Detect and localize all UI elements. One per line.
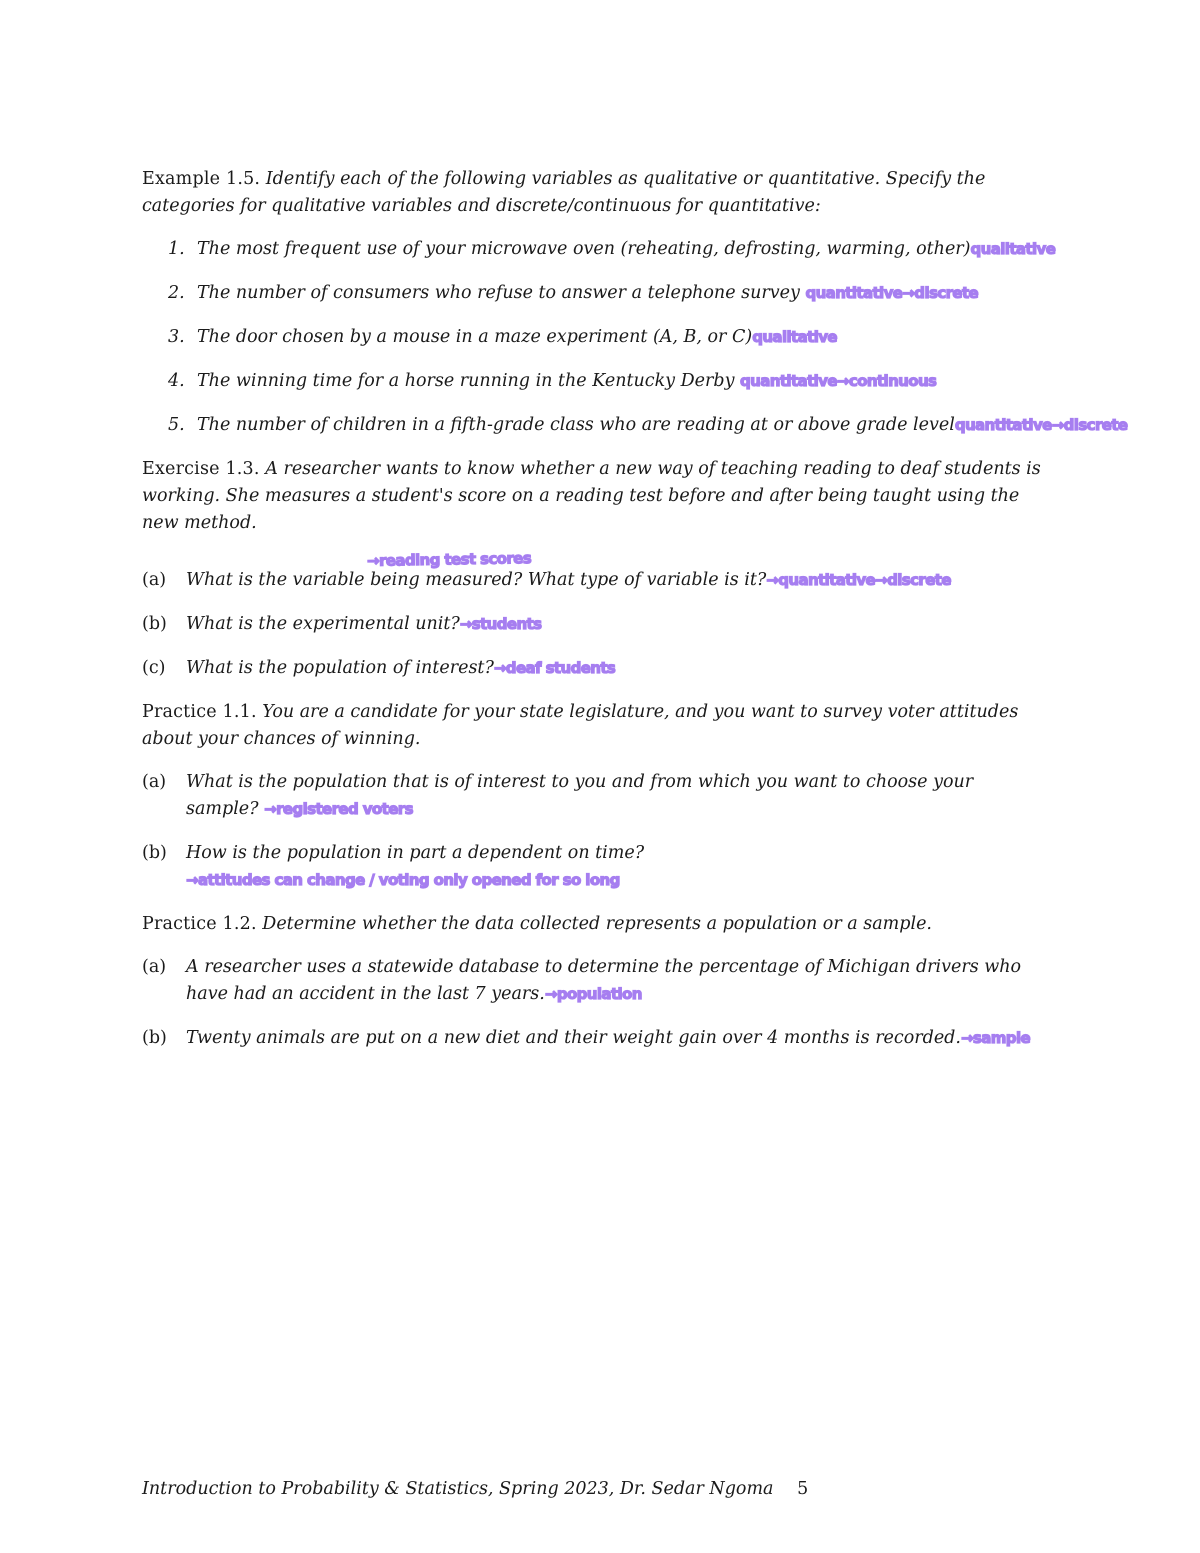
handwritten-note: qualitative [970, 240, 1056, 258]
list-item [142, 840, 1047, 894]
part-label: (b) [142, 1028, 167, 1048]
list-item [142, 611, 1047, 638]
handwritten-note: quantitative→discrete [954, 416, 1128, 434]
item-number: 5. [168, 415, 185, 435]
handwritten-note: →sample [960, 1029, 1031, 1047]
list-item [142, 412, 1128, 439]
item-text: The number of children in a fifth-grade class who are reading at or above grade level [197, 415, 955, 435]
practice-text: Determine whether the data collected represents a population or a sample. [262, 914, 932, 934]
list-item [142, 954, 1047, 1008]
exercise-text: A researcher wants to know whether a new way of teaching reading to deaf students is working. She measures a student's score on a reading test before and after being taught using the new method. [142, 459, 1041, 533]
handwritten-note: quantitative→discrete [805, 284, 979, 302]
footer-text: Introduction to Probability & Statistics, Spring 2023, Dr. Sedar Ngoma [142, 1479, 774, 1499]
part-text-wrap [186, 954, 1047, 1008]
part-text: Twenty animals are put on a new diet and their weight gain over 4 months is recorded. [186, 1028, 961, 1048]
part-text: What is the variable being measured? What type of variable is it? [186, 570, 767, 590]
exercise-parts [142, 567, 1047, 682]
item-number: 2. [168, 283, 185, 303]
item-text: The number of consumers who refuse to answer a telephone survey [197, 283, 800, 303]
practice2-parts [142, 954, 1047, 1052]
handwritten-note: →quantitative→discrete [766, 571, 951, 589]
page-footer [142, 1479, 808, 1499]
practice1-parts [142, 769, 1047, 894]
list-item [142, 280, 1047, 307]
practice-title: Practice 1.1. [142, 702, 257, 722]
practice-title: Practice 1.2. [142, 914, 257, 934]
practice-1-2-prompt [142, 911, 1047, 938]
page-number: 5 [797, 1479, 809, 1499]
item-number: 4. [168, 371, 185, 391]
exercise-1-3-prompt [142, 456, 1047, 537]
part-text: A researcher uses a statewide database to determine the percentage of Michigan drivers who have had an accident in the last 7 years. [186, 957, 1022, 1004]
part-label: (b) [142, 843, 167, 863]
part-label: (c) [142, 658, 166, 678]
part-text: What is the population that is of interest to you and from which you want to choose your sample? [186, 772, 974, 819]
handwritten-note: →reading test scores [366, 549, 532, 570]
list-item [142, 236, 1056, 263]
list-item [142, 1025, 1047, 1052]
handwritten-note: →population [544, 985, 642, 1003]
document-page [142, 166, 1128, 1069]
handwritten-note: →attitudes can change / voting only opened for so long [186, 871, 620, 889]
handwritten-note: →deaf students [493, 659, 616, 677]
list-item [142, 567, 1047, 594]
part-text: How is the population in part a dependent on time? [186, 843, 645, 863]
handwritten-note: →students [459, 615, 542, 633]
handwritten-note: qualitative [752, 328, 837, 346]
item-text: The winning time for a horse running in the Kentucky Derby [197, 371, 735, 391]
part-text-wrap [186, 769, 1047, 823]
example-text: Identify each of the following variables as qualitative or quantitative. Specify the categories for qualitative variables and discrete/continuous for quantitative: [142, 169, 986, 216]
part-label: (a) [142, 772, 167, 792]
practice-text: You are a candidate for your state legislature, and you want to survey voter attitudes about your chances of winning. [142, 702, 1019, 749]
item-text: The door chosen by a mouse in a maze experiment (A, B, or C) [197, 327, 753, 347]
handwritten-note: →registered voters [264, 800, 413, 818]
practice-1-1-prompt [142, 699, 1047, 753]
example-title: Example 1.5. [142, 169, 261, 189]
part-label: (a) [142, 570, 167, 590]
example-1-5-prompt [142, 166, 1047, 220]
part-text: What is the experimental unit? [186, 614, 460, 634]
item-number: 3. [168, 327, 185, 347]
exercise-title: Exercise 1.3. [142, 459, 260, 479]
list-item [142, 368, 1047, 395]
part-label: (a) [142, 957, 167, 977]
item-text: The most frequent use of your microwave oven (reheating, defrosting, warming, other) [197, 239, 971, 259]
example-list [142, 236, 1128, 439]
part-label: (b) [142, 614, 167, 634]
list-item [142, 324, 1047, 351]
list-item [142, 769, 1047, 823]
list-item [142, 655, 1047, 682]
part-text: What is the population of interest? [186, 658, 494, 678]
handwritten-note: quantitative→continuous [740, 372, 937, 390]
item-number: 1. [168, 239, 185, 259]
